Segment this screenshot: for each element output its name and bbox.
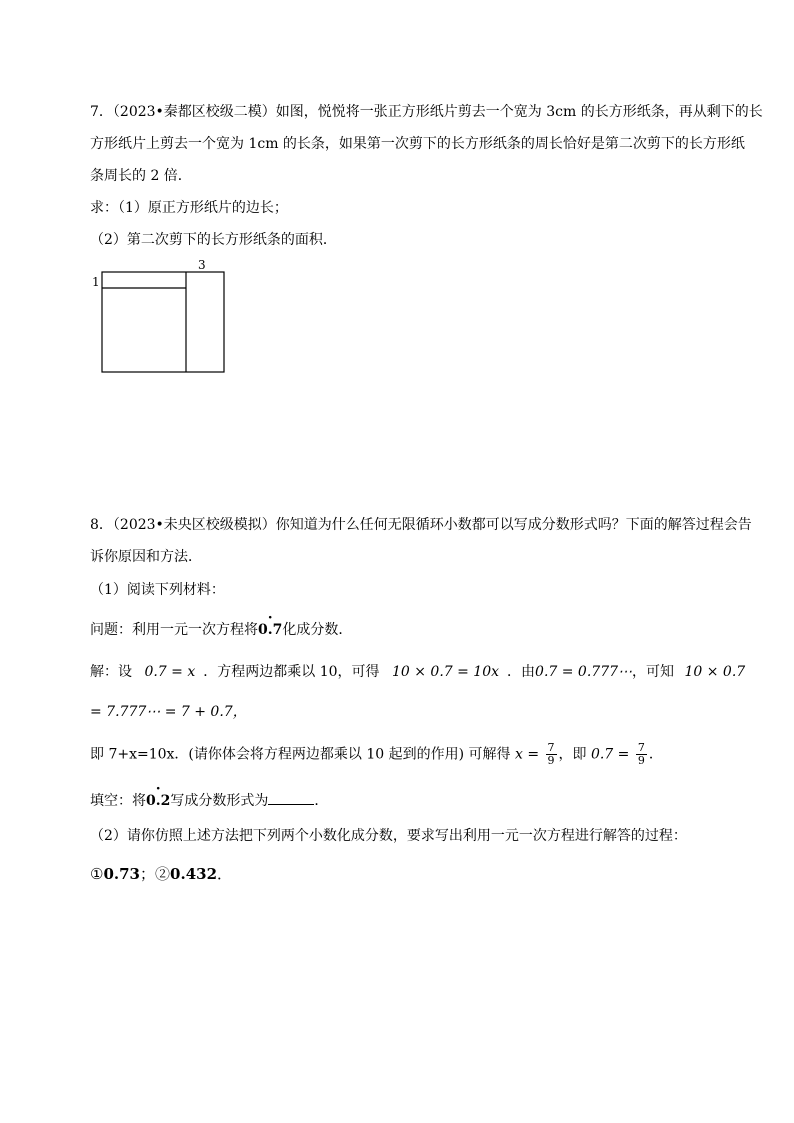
q7-ask-2: （2）第二次剪下的长方形纸条的面积．	[90, 232, 337, 248]
fill-prefix: 填空：将	[90, 793, 146, 809]
q7-figure	[86, 256, 236, 376]
figure-label-1: 1	[92, 275, 100, 289]
sol3-c: 0.7 =	[590, 746, 630, 763]
sol-e: ．由	[507, 664, 536, 680]
fill-suffix: 写成分数形式为	[170, 793, 269, 809]
q7-text-line1: 7．（2023•秦都区校级二模）如图，悦悦将一张正方形纸片剪去一个宽为 3cm 的长方形纸条，再从剩下的长	[90, 104, 763, 120]
item1-value: 0.73	[103, 865, 140, 883]
fill-number: · 0.2	[146, 791, 170, 811]
q8-fill-blank	[90, 790, 724, 811]
sol3-x: x =	[514, 746, 540, 763]
problem-prefix: 问题：利用一元一次方程将	[90, 622, 258, 638]
figure-label-3: 3	[198, 258, 206, 272]
sol-b: 0.7 = x	[144, 664, 196, 680]
answer-blank[interactable]	[268, 790, 314, 805]
item2-label: ②	[155, 865, 171, 883]
q7-text-line2: 方形纸片上剪去一个宽为 1cm 的长条，如果第一次剪下的长方形纸条的周长恰好是第二次剪下的长方形纸	[90, 136, 745, 152]
item1-label: ①	[90, 865, 104, 883]
q8-text-line1: 8．（2023•未央区校级模拟）你知道为什么任何无限循环小数都可以写成分数形式吗？下面的解答过程会告	[90, 517, 752, 533]
q8-text-line2: 诉你原因和方法．	[90, 549, 202, 565]
sol-h: 10 × 0.7	[684, 664, 746, 680]
sol-a: 解：设	[90, 664, 132, 680]
q7-text-line3: 条周长的 2 倍．	[90, 168, 192, 184]
problem-suffix: 化成分数．	[282, 622, 353, 638]
q8-solution-line3: 即 7+x=10x．(请你体会将方程两边都乘以 10 起到的作用) 可解得 x = $\frac{7}{9}$ ，即 0.7 = $\frac{7}{9}$ ．	[90, 741, 663, 767]
q8-solution-line1	[90, 662, 746, 682]
problem-number: · 0.7	[258, 620, 282, 640]
fill-end: ．	[314, 793, 329, 809]
q8-problem	[90, 620, 724, 640]
figure-square	[102, 272, 224, 372]
sol3-a: 即 7+x=10x．(请你体会将方程两边都乘以 10 起到的作用) 可解得	[90, 746, 511, 763]
sol-d: 10 × 0.7 = 10x	[391, 664, 500, 680]
q8-part1-title: （1）阅读下列材料：	[90, 582, 225, 598]
sol3-b: ，即	[558, 746, 587, 763]
separator: ；	[140, 865, 156, 883]
q8-solution-line2: = 7.777⋯ = 7 + 0.7，	[90, 704, 247, 720]
sol-f: 0.7 = 0.777⋯	[535, 664, 633, 680]
q8-part2: （2）请你仿照上述方法把下列两个小数化成分数，要求写出利用一元一次方程进行解答的过程：	[90, 828, 687, 844]
item2-value: 0.432	[170, 865, 218, 883]
fraction-7-9-a: $\frac{7}{9}$	[547, 741, 555, 767]
sol-g: ，可知	[632, 664, 675, 680]
q8-items	[90, 864, 724, 884]
sol-c: ．方程两边都乘以 10，可得	[203, 664, 380, 680]
q7-ask-1: 求：（1）原正方形纸片的边长；	[90, 200, 288, 216]
fraction-7-9-b: $\frac{7}{9}$	[637, 741, 645, 767]
items-end: ．	[217, 865, 233, 883]
